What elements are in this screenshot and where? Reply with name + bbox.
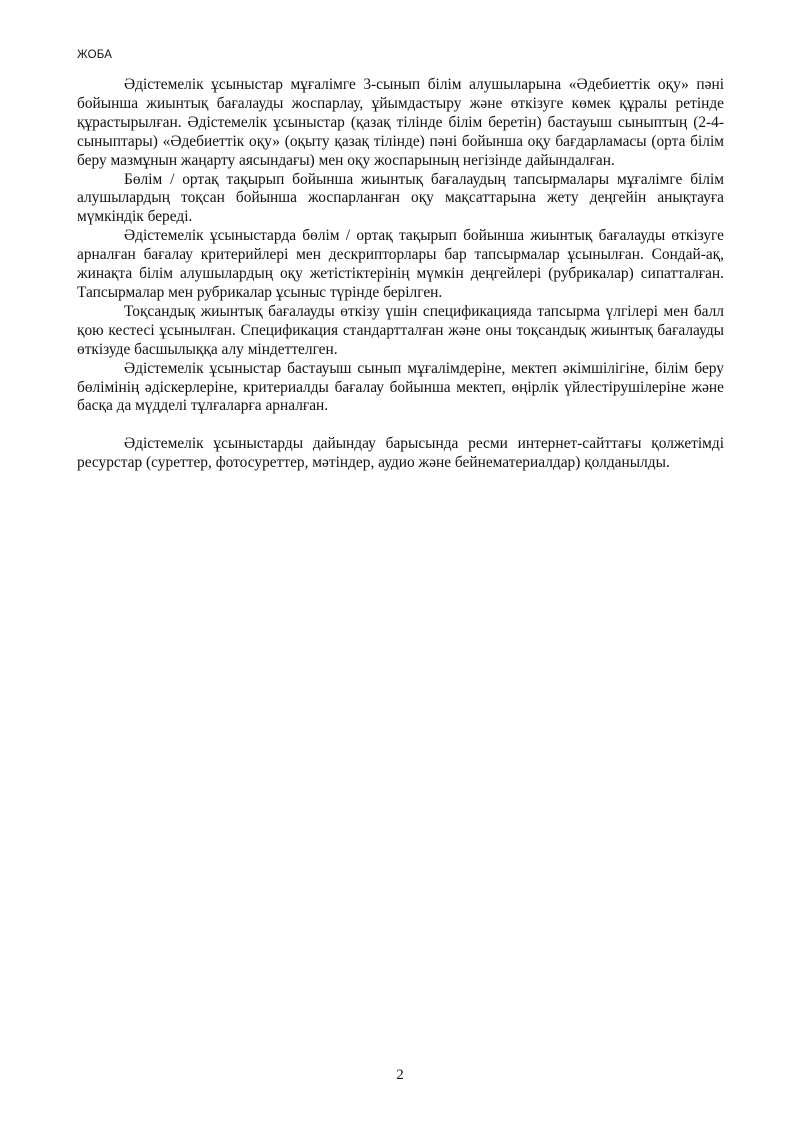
paragraph-resources: Әдістемелік ұсыныстарды дайындау барысында ресми интернет-сайттағы қолжетімді ресурстар (суреттер, фотосуреттер, мәтіндер, аудио және бейнематериалдар) қолданылды. xyxy=(77,435,724,472)
page-number: 2 xyxy=(396,1067,404,1083)
paragraph-specification: Тоқсандық жиынтық бағалауды өткізу үшін спецификацияда тапсырма үлгілері мен балл қою кестесі ұсынылған. Спецификация стандартталған және оны тоқсандық жиынтық бағалауды өткізуде басшылыққа алу міндеттелген. xyxy=(77,302,724,358)
document-body xyxy=(77,76,724,473)
paragraph-criteria: Әдістемелік ұсыныстарда бөлім / ортақ тақырып бойынша жиынтық бағалауды өткізуге арналған бағалау критерийлері мен дескрипторлары бар тапсырмалар ұсынылған. Сондай-ақ, жинақта білім алушылардың оқу жетістіктерінің мүмкін деңгейлері (рубрикалар) сипатталған. Тапсырмалар мен рубрикалар ұсыныс түрінде берілген. xyxy=(77,227,724,301)
draft-label: ЖОБА xyxy=(77,49,113,61)
paragraph-section-tasks: Бөлім / ортақ тақырып бойынша жиынтық бағалаудың тапсырмалары мұғалімге білім алушылардың тоқсан бойынша жоспарланған оқу мақсаттарына жету деңгейін анықтауға мүмкіндік береді. xyxy=(77,170,724,226)
paragraph-audience: Әдістемелік ұсыныстар бастауыш сынып мұғалімдеріне, мектеп әкімшілігіне, білім беру бөлімінің әдіскерлеріне, критериалды бағалау бойынша мектеп, өңірлік үйлестірушілеріне және басқа да мүдделі тұлғаларға арналған. xyxy=(77,359,724,415)
paragraph-purpose: Әдістемелік ұсыныстар мұғалімге 3-сынып білім алушыларына «Әдебиеттік оқу» пәні бойынша жиынтық бағалауды жоспарлау, ұйымдастыру және өткізуге көмек құралы ретінде құрастырылған. Әдістемелік ұсыныстар (қазақ тілінде білім беретін) бастауыш сыныптың (2-4-сыныптары) «Әдебиеттік оқу» (оқыту қазақ тілінде) пәні бойынша оқу бағдарламасы (орта білім беру мазмұнын жаңарту аясындағы) мен оқу жоспарының негізінде дайындалған. xyxy=(77,76,724,169)
